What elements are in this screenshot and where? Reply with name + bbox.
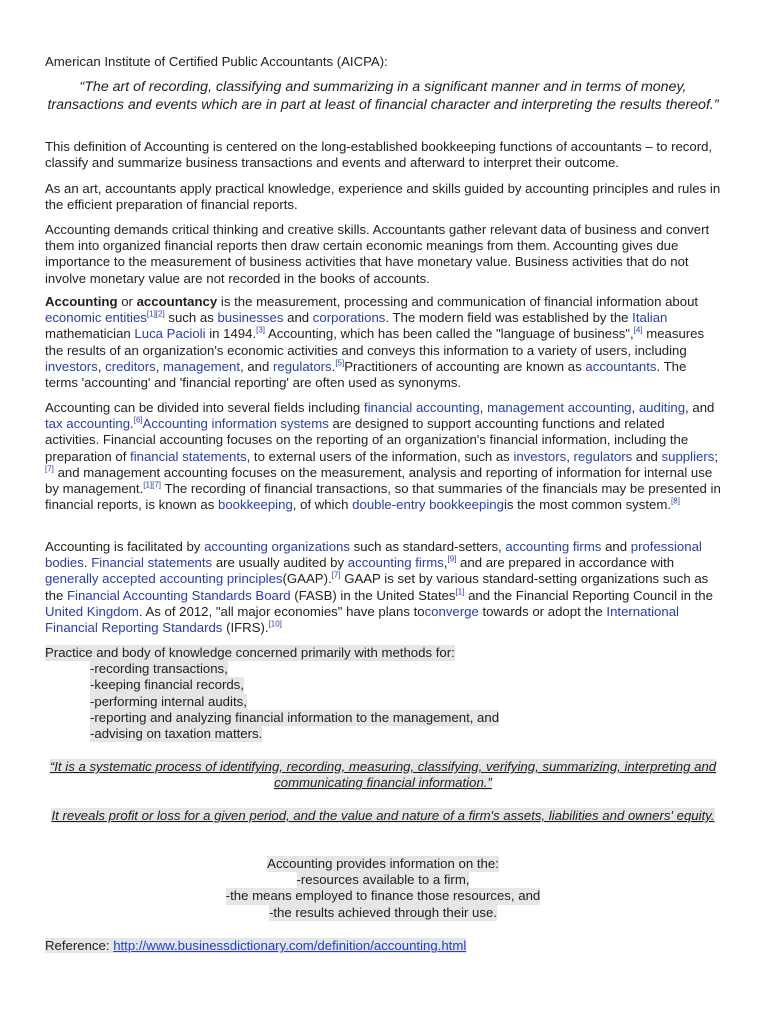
intro-line: American Institute of Certified Public Accountants (AICPA): — [45, 54, 388, 69]
citation[interactable]: [7] — [331, 571, 341, 581]
link-double-entry-bookkeeping[interactable]: double-entry bookkeeping — [352, 497, 504, 513]
link-accounting-information-systems[interactable]: Accounting information systems — [142, 416, 329, 432]
citation[interactable]: [1] — [455, 587, 465, 597]
citation[interactable]: [10] — [268, 619, 282, 629]
practice-item: -performing internal audits, — [90, 693, 247, 709]
art-paragraph: As an art, accountants apply practical knowledge, experience and skills guided by accounting principles and rules in the efficient preparation of financial reports. — [45, 181, 721, 213]
provides-block — [45, 856, 721, 921]
link-fasb[interactable]: Financial Accounting Standards Board — [67, 587, 291, 603]
link-financial-statements[interactable]: Financial statements — [91, 555, 213, 571]
link-accountants[interactable]: accountants — [585, 358, 657, 374]
practice-item: -recording transactions, — [90, 661, 228, 677]
provides-item: -the results achieved through their use. — [269, 904, 497, 920]
aicpa-quote: “The art of recording, classifying and summarizing in a significant manner and in terms of money, transactions and events which are in part at least of financial character and interpreting the results thereof.” — [47, 79, 719, 113]
citation[interactable]: [1][7] — [143, 480, 162, 490]
practice-item: -reporting and analyzing financial information to the management, and — [90, 709, 500, 725]
link-economic-entities[interactable]: economic entities — [45, 310, 147, 326]
link-professional-bodies[interactable]: professional bodies — [45, 539, 702, 571]
practice-item: -keeping financial records, — [90, 677, 244, 693]
provides-item: -the means employed to finance those resources, and — [225, 888, 541, 904]
link-businesses[interactable]: businesses — [217, 310, 284, 326]
link-corporations[interactable]: corporations — [312, 310, 386, 326]
citation[interactable]: [7] — [45, 464, 54, 474]
link-italian[interactable]: Italian — [632, 310, 668, 326]
link-investors[interactable]: investors — [45, 358, 98, 374]
link-financial-accounting[interactable]: financial accounting — [363, 400, 480, 415]
link-ifrs[interactable]: International Financial Reporting Standards — [45, 603, 679, 636]
wiki-paragraph-1: Accounting or accountancy is the measurement, processing and communication of financial information about economic entities[1][2] such as businesses and corporations. The modern field was established by the Italian mathematician Luca Pacioli in 1494.[3] Accounting, which has been called the "language of business",[4] measures the results of an organization's economic activities and conveys this information to a variety of users, including investors, creditors, management, and regulators.[5]Practitioners of accounting are known as accountants. The terms 'accounting' and 'financial reporting' are often used as synonyms. — [45, 294, 705, 391]
citation[interactable]: [4] — [633, 326, 643, 336]
link-financial-statements[interactable]: financial statements — [130, 448, 247, 464]
link-bookkeeping[interactable]: bookkeeping — [217, 497, 293, 513]
systematic-quote: “It is a systematic process of identifying, recording, measuring, classifying, verifying, summarizing, interpreting and communicating financial information.” — [49, 759, 717, 791]
link-accounting-organizations[interactable]: accounting organizations — [204, 539, 350, 554]
practice-block — [45, 645, 721, 742]
link-auditing[interactable]: auditing — [638, 400, 686, 415]
link-creditors[interactable]: creditors — [105, 358, 156, 374]
link-regulators[interactable]: regulators — [573, 448, 633, 464]
wiki-paragraph-2: Accounting can be divided into several fields including financial accounting, management accounting, auditing, and tax accounting.[6]Accounting information systems are designed to support accounting functions and related activities. Financial accounting focuses on the reporting of an organization's financial information, including the preparation of financial statements, to external users of the information, such as investors, regulators and suppliers;[7] and management accounting focuses on the measurement, analysis and reporting of information for internal use by management.[1][7] The recording of financial transactions, so that summaries of the financials may be presented in financial reports, is known as bookkeeping, of which double-entry bookkeepingis the most common system.[8] — [45, 400, 721, 513]
link-tax-accounting[interactable]: tax accounting — [45, 416, 131, 432]
link-united-kingdom[interactable]: United Kingdom — [45, 603, 139, 619]
reference-link[interactable]: http://www.businessdictionary.com/definition/accounting.html — [113, 938, 467, 953]
citation[interactable]: [5] — [335, 358, 345, 368]
practice-item: -advising on taxation matters. — [90, 726, 263, 742]
link-luca-pacioli[interactable]: Luca Pacioli — [134, 326, 206, 342]
wiki-paragraph-3: Accounting is facilitated by accounting organizations such as standard-setters, accounting firms and professional bodies. Financial statements are usually audited by accounting firms,[9] and are prepared in accordance with generally accepted accounting principles(GAAP).[7] GAAP is set by various standard-setting organizations such as the Financial Accounting Standards Board (FASB) in the United States[1] and the Financial Reporting Council in the United Kingdom. As of 2012, "all major economies" have plans toconverge towards or adopt the International Financial Reporting Standards (IFRS).[10] — [45, 539, 713, 636]
citation[interactable]: [6] — [133, 415, 143, 425]
reference-line: Reference: http://www.businessdictionary.com/definition/accounting.html — [45, 938, 467, 953]
link-accounting-firms[interactable]: accounting firms — [505, 539, 602, 554]
practice-heading: Practice and body of knowledge concerned primarily with methods for: — [45, 645, 455, 660]
link-regulators[interactable]: regulators — [273, 358, 332, 374]
profit-loss-quote: It reveals profit or loss for a given period, and the value and nature of a firm's assets, liabilities and owners' equity. — [51, 808, 715, 823]
link-suppliers[interactable]: suppliers — [661, 448, 715, 464]
citation[interactable]: [9] — [447, 554, 457, 564]
provides-heading: Accounting provides information on the: — [267, 856, 499, 871]
citation[interactable]: [8] — [671, 496, 680, 506]
link-investors[interactable]: investors — [513, 448, 567, 464]
link-accounting-firms-2[interactable]: accounting firms — [347, 555, 444, 571]
citation[interactable]: [3] — [256, 326, 266, 336]
skills-paragraph: Accounting demands critical thinking and creative skills. Accountants gather relevant data of business and convert them into organized financial reports then draw certain economic meanings from them. Accounting gives due importance to the measurement of business activities that have monetary value. Business activities that do not involve monetary value are not recorded in the books of accounts. — [45, 222, 710, 286]
link-management-accounting[interactable]: management accounting — [487, 400, 632, 415]
link-gaap[interactable]: generally accepted accounting principles — [45, 571, 283, 587]
provides-item: -resources available to a firm, — [296, 872, 470, 888]
citation[interactable]: [1][2] — [146, 309, 165, 319]
definition-paragraph: This definition of Accounting is centered on the long-established bookkeeping functions of accountants – to record, classify and summarize business transactions and events and afterward to interpret their outcome. — [45, 139, 713, 171]
link-management[interactable]: management — [163, 358, 240, 374]
link-converge[interactable]: converge — [424, 603, 479, 619]
